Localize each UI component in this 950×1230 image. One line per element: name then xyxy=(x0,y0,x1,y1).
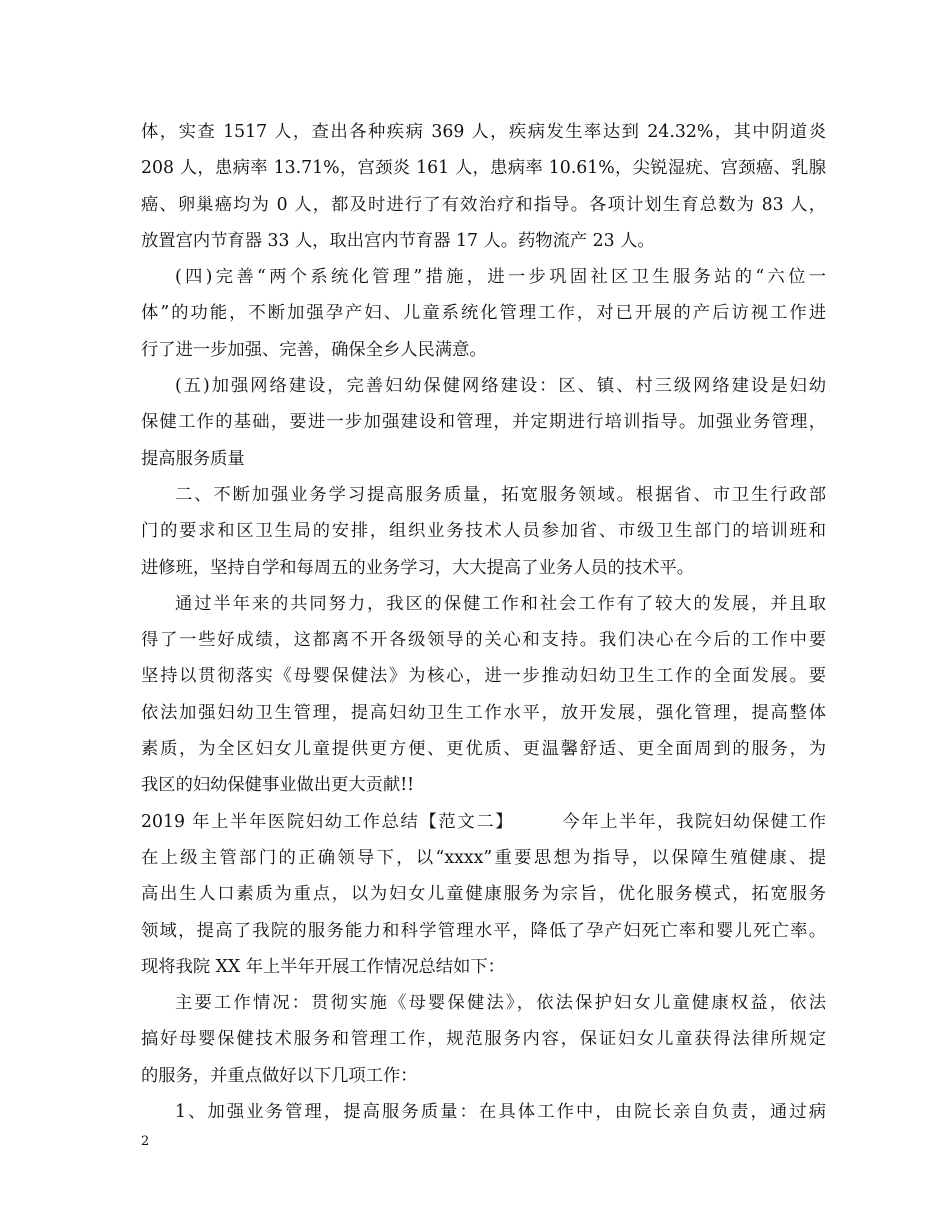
body-text xyxy=(141,114,826,1130)
text-line: 保健工作的基础，要进一步加强建设和管理，并定期进行培训指导。加强业务管理， xyxy=(141,412,826,433)
text-line: 搞好母婴保健技术服务和管理工作，规范服务内容，保证妇女儿童获得法律所规定 xyxy=(141,1029,826,1050)
text-line: (四)完善“两个系统化管理”措施，进一步巩固社区卫生服务站的“六位一 xyxy=(175,267,826,288)
text-line: 行了进一步加强、完善，确保全乡人民满意。 xyxy=(141,339,487,360)
text-line: 坚持以贯彻落实《母婴保健法》为核心，进一步推动妇幼卫生工作的全面发展。要 xyxy=(141,666,826,687)
text-line: 放置宫内节育器 33 人，取出宫内节育器 17 人。药物流产 23 人。 xyxy=(141,230,655,251)
text-line: 依法加强妇幼卫生管理，提高妇幼卫生工作水平，放开发展，强化管理，提高整体 xyxy=(141,702,826,723)
text-line: 领域，提高了我院的服务能力和科学管理水平，降低了孕产妇死亡率和婴儿死亡率。 xyxy=(141,920,826,941)
text-line: 体，实查 1517 人，查出各种疾病 369 人，疾病发生率达到 24.32%，其中阴道炎 xyxy=(141,122,826,142)
text-line: 体”的功能，不断加强孕产妇、儿童系统化管理工作，对已开展的产后访视工作进 xyxy=(141,303,826,324)
text-line: 我区的妇幼保健事业做出更大贡献!! xyxy=(141,775,415,796)
text-line: 2019 年上半年医院妇幼工作总结【范文二】 今年上半年，我院妇幼保健工作 xyxy=(141,811,826,832)
text-line: 二、不断加强业务学习提高服务质量，拓宽服务领域。根据省、市卫生行政部 xyxy=(175,484,826,505)
text-line: 进修班，坚持自学和每周五的业务学习，大大提高了业务人员的技术平。 xyxy=(141,557,695,578)
text-line: 癌、卵巢癌均为 0 人，都及时进行了有效治疗和指导。各项计划生育总数为 83 人， xyxy=(141,194,826,215)
text-line: 的服务，并重点做好以下几项工作： xyxy=(141,1065,418,1086)
text-line: 通过半年来的共同努力，我区的保健工作和社会工作有了较大的发展，并且取 xyxy=(175,593,826,614)
text-line: 高出生人口素质为重点，以为妇女儿童健康服务为宗旨，优化服务模式，拓宽服务 xyxy=(141,884,826,905)
text-line: 现将我院 XX 年上半年开展工作情况总结如下： xyxy=(141,956,505,977)
text-line: 1、加强业务管理，提高服务质量：在具体工作中，由院长亲自负责，通过病 xyxy=(175,1102,826,1123)
text-line: 在上级主管部门的正确领导下，以“xxxx”重要思想为指导，以保障生殖健康、提 xyxy=(141,847,826,868)
text-line: 208 人，患病率 13.71%，宫颈炎 161 人，患病率 10.61%，尖锐湿疣、宫颈癌、乳腺 xyxy=(141,158,826,179)
text-line: 提高服务质量 xyxy=(141,448,245,469)
text-line: 素质，为全区妇女儿童提供更方便、更优质、更温馨舒适、更全面周到的服务，为 xyxy=(141,739,826,760)
text-line: 门的要求和区卫生局的安排，组织业务技术人员参加省、市级卫生部门的培训班和 xyxy=(141,521,826,542)
text-line: (五)加强网络建设，完善妇幼保健网络建设：区、镇、村三级网络建设是妇幼 xyxy=(175,376,826,397)
page-number: 2 xyxy=(141,1134,150,1149)
text-line: 得了一些好成绩，这都离不开各级领导的关心和支持。我们决心在今后的工作中要 xyxy=(141,630,826,651)
text-line: 主要工作情况：贯彻实施《母婴保健法》，依法保护妇女儿童健康权益，依法 xyxy=(175,993,826,1014)
